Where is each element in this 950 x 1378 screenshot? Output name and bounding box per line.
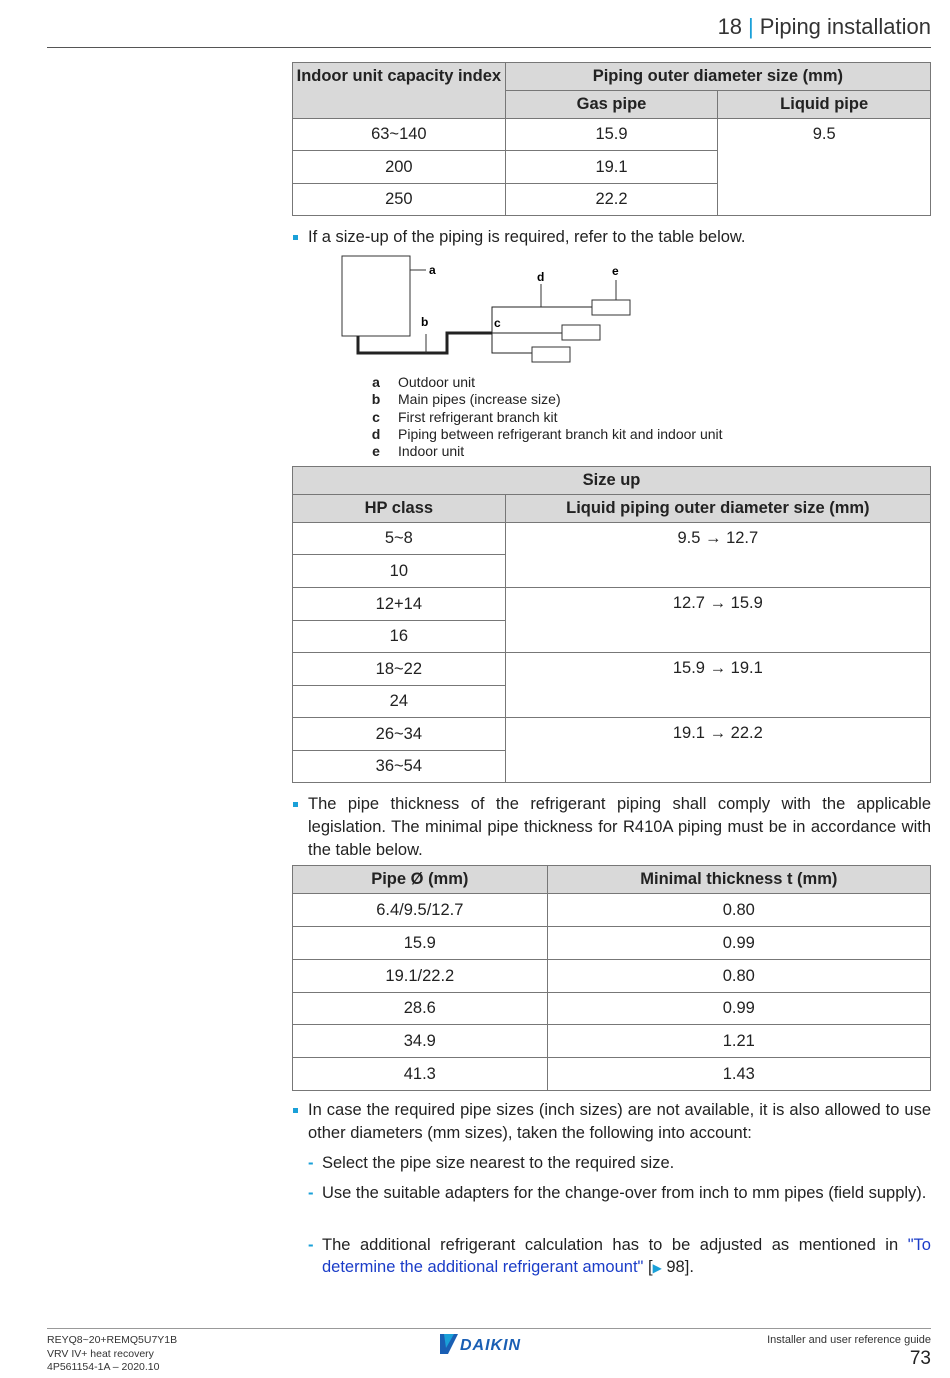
bullet-text: The pipe thickness of the refrigerant piping shall comply with the applicable legislation. The minimal pipe thickness for R410A piping must be in accordance with the table below. [308, 795, 931, 859]
branch-pipe-3 [492, 333, 532, 353]
bullet-text: If a size-up of the piping is required, refer to the table below. [308, 228, 746, 246]
table-cell: 250 [293, 184, 506, 216]
legend-key: a [372, 374, 380, 390]
table-cell: 34.9 [293, 1025, 548, 1058]
daikin-logo [440, 1332, 540, 1356]
col-header-pipe-diameter: Pipe Ø (mm) [293, 866, 548, 894]
table-min-thickness [292, 865, 931, 1091]
table-cell: 19.1/22.2 [293, 960, 548, 993]
indoor-unit-box-3 [532, 347, 570, 362]
table-piping-diameter [292, 62, 931, 216]
table-cell: 9.5 → 12.7 [505, 523, 930, 588]
table-cell: 36~54 [293, 751, 506, 783]
ref-page: 98]. [661, 1258, 694, 1276]
table-cell: 41.3 [293, 1058, 548, 1091]
table-cell: 63~140 [293, 119, 506, 151]
table-title-size-up: Size up [293, 467, 931, 495]
indoor-unit-box-2 [562, 325, 600, 340]
dash-text-pre: The additional refrigerant calculation has to be adjusted as mentioned in [322, 1236, 908, 1254]
table-cell: 16 [293, 621, 506, 653]
label-a: a [429, 263, 436, 277]
dash-marker: - [308, 1184, 314, 1202]
footer-left [47, 1334, 177, 1375]
ref-bracket: [ [643, 1258, 653, 1276]
table-cell: 10 [293, 555, 506, 588]
piping-diagram [330, 250, 650, 370]
legend-key: c [372, 408, 380, 425]
table-cell: 22.2 [505, 184, 718, 216]
table-cell: 26~34 [293, 718, 506, 751]
col-header-gas-pipe: Gas pipe [505, 91, 718, 119]
page-number: 73 [909, 1348, 931, 1369]
table-size-up [292, 466, 931, 783]
col-header-outer-diameter: Piping outer diameter size (mm) [505, 63, 930, 91]
legend-item [368, 426, 723, 443]
link-additional-refrigerant[interactable]: "To determine the additional refrigerant amount" [322, 1236, 931, 1276]
legend-item [368, 391, 723, 408]
daikin-logo-text: DAIKIN [460, 1337, 522, 1354]
indoor-unit-box-1 [592, 300, 630, 315]
table-cell: 12.7 → 15.9 [505, 588, 930, 653]
table-cell-liquid: 9.5 [718, 119, 931, 216]
legend-key: d [371, 425, 381, 442]
footer-guide-title: Installer and user reference guide [767, 1334, 931, 1346]
table-cell: 6.4/9.5/12.7 [293, 894, 548, 927]
bullet-size-up [293, 226, 931, 249]
table-cell: 200 [293, 151, 506, 184]
bullet-marker [293, 802, 298, 807]
col-header-liquid-pipe: Liquid pipe [718, 91, 931, 119]
table-cell: 28.6 [293, 993, 548, 1025]
legend-text: Outdoor unit [398, 374, 476, 390]
label-d: d [537, 270, 545, 284]
chapter-number: 18 [717, 14, 743, 39]
dash-marker: - [308, 1154, 314, 1172]
legend-item [368, 409, 723, 426]
legend-text: Indoor unit [398, 443, 465, 460]
col-header-capacity-index: Indoor unit capacity index [293, 63, 506, 119]
bullet-pipe-thickness [293, 793, 931, 862]
col-header-liquid-size: Liquid piping outer diameter size (mm) [505, 495, 930, 523]
legend-key: e [372, 443, 380, 460]
table-cell: 0.80 [547, 894, 930, 927]
label-b: b [421, 315, 429, 329]
legend-text: Main pipes (increase size) [398, 391, 561, 408]
table-cell: 24 [293, 686, 506, 718]
footer-doc-id: 4P561154-1A – 2020.10 [47, 1361, 160, 1373]
footer-model: REYQ8~20+REMQ5U7Y1B [47, 1334, 178, 1346]
table-cell: 15.9 [293, 927, 548, 960]
legend-item [368, 374, 723, 391]
legend-text: First refrigerant branch kit [398, 408, 558, 425]
dash-item-refrigerant-calc [308, 1234, 931, 1279]
table-cell: 18~22 [293, 653, 506, 686]
footer-divider [47, 1328, 931, 1329]
dash-text: Use the suitable adapters for the change-over from inch to mm pipes (field supply). [322, 1184, 927, 1202]
page-header [47, 14, 931, 48]
diagram-legend [368, 374, 723, 460]
dash-item-select-size [308, 1152, 931, 1174]
chapter-title: Piping installation [759, 14, 931, 39]
table-cell: 19.1 → 22.2 [505, 718, 930, 783]
header-separator: | [748, 14, 754, 39]
table-cell: 0.99 [547, 993, 930, 1025]
bullet-marker [293, 235, 298, 240]
dash-text: Select the pipe size nearest to the required size. [322, 1154, 675, 1172]
legend-key: b [371, 391, 381, 408]
col-header-min-thickness: Minimal thickness t (mm) [547, 866, 930, 894]
table-cell: 12+14 [293, 588, 506, 621]
table-cell: 19.1 [505, 151, 718, 184]
label-c: c [494, 316, 501, 330]
bullet-marker [293, 1108, 298, 1113]
dash-item-adapters [308, 1182, 931, 1204]
col-header-hp-class: HP class [293, 495, 506, 523]
table-cell: 1.43 [547, 1058, 930, 1091]
table-cell: 15.9 → 19.1 [505, 653, 930, 718]
page-ref-arrow-icon: ▶ [652, 1261, 662, 1275]
legend-item [368, 443, 723, 460]
outdoor-unit-box [342, 256, 410, 336]
table-cell: 0.80 [547, 960, 930, 993]
legend-text: Piping between refrigerant branch kit and indoor unit [398, 425, 723, 442]
footer-product: VRV IV+ heat recovery [47, 1347, 154, 1360]
bullet-pipe-sizes [293, 1099, 931, 1145]
bullet-text: In case the required pipe sizes (inch sizes) are not available, it is also allowed to use other diameters (mm sizes), taken the following into account: [308, 1101, 931, 1142]
table-cell: 0.99 [547, 927, 930, 960]
table-cell: 5~8 [293, 523, 506, 555]
dash-marker: - [308, 1236, 314, 1254]
label-e: e [612, 264, 619, 278]
table-cell: 15.9 [505, 119, 718, 151]
table-cell: 1.21 [547, 1025, 930, 1058]
dash-text [322, 1234, 931, 1279]
